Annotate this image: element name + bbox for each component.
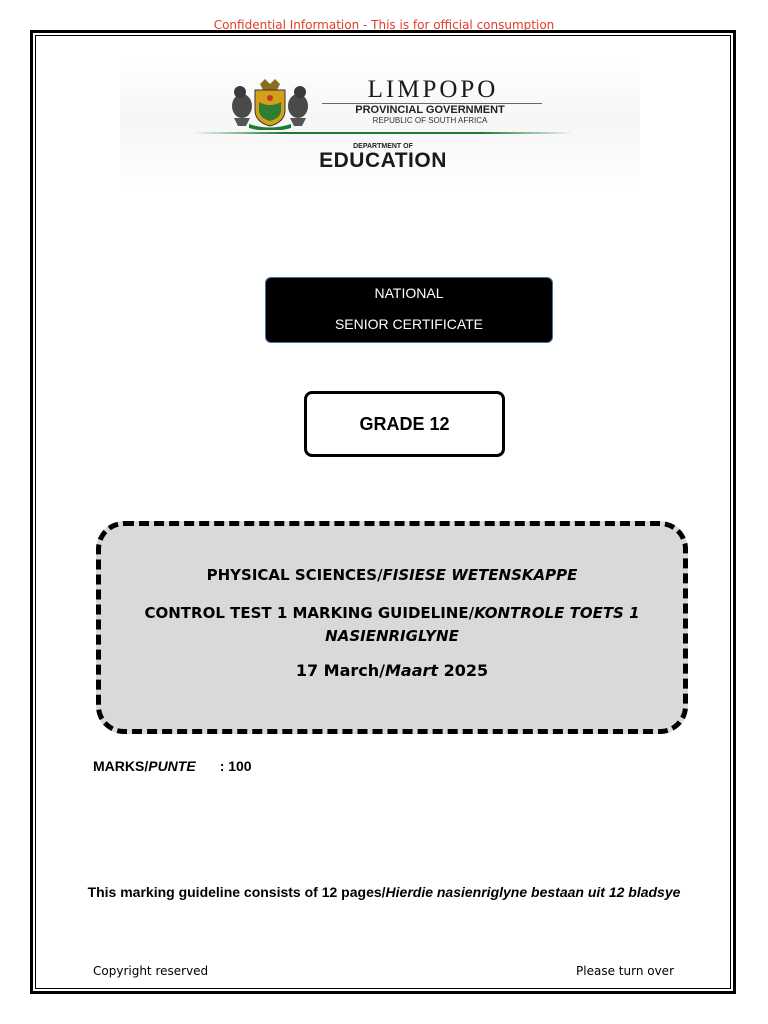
test-title	[121, 602, 663, 648]
grade-label: GRADE 12	[359, 414, 450, 434]
turn-over-text: Please turn over	[576, 964, 674, 978]
subject-title	[101, 566, 683, 584]
coat-of-arms-icon	[225, 78, 315, 130]
marks-line	[93, 758, 252, 774]
certificate-line-1: NATIONAL	[374, 285, 444, 301]
confidential-notice: Confidential Information - This is for official consumption	[213, 18, 555, 32]
certificate-box	[265, 277, 553, 343]
pages-note	[80, 882, 688, 902]
test-title-af: KONTROLE TOETS 1 NASIENRIGLYNE	[325, 604, 640, 645]
subject-name-af: FISIESE WETENSKAPPE	[382, 566, 578, 584]
government-name: PROVINCIAL GOVERNMENT	[355, 104, 505, 116]
certificate-line-2: SENIOR CERTIFICATE	[334, 316, 484, 332]
marks-value: : 100	[219, 758, 252, 774]
test-date-year: 2025	[438, 661, 489, 680]
marks-label-en: MARKS/	[93, 758, 149, 774]
green-divider	[188, 132, 578, 134]
province-name: LIMPOPO	[367, 76, 499, 103]
test-title-en: CONTROL TEST 1 MARKING GUIDELINE/	[144, 604, 475, 622]
marks-label-af: PUNTE	[148, 758, 196, 774]
test-date-month-af: Maart	[385, 661, 439, 680]
pages-note-af: Hierdie nasienriglyne bestaan uit 12 bladsye	[385, 884, 681, 900]
copyright-text: Copyright reserved	[93, 964, 209, 978]
department-of-label: DEPARTMENT OF	[353, 143, 413, 150]
department-name: EDUCATION	[319, 149, 447, 172]
subject-name-en: PHYSICAL SCIENCES/	[206, 566, 383, 584]
test-date	[101, 661, 683, 680]
country-name: REPUBLIC OF SOUTH AFRICA	[372, 116, 488, 125]
subject-box	[96, 521, 688, 734]
grade-box	[304, 391, 505, 457]
pages-note-en: This marking guideline consists of 12 pages/	[87, 884, 386, 900]
test-date-day: 17 March/	[295, 661, 385, 680]
